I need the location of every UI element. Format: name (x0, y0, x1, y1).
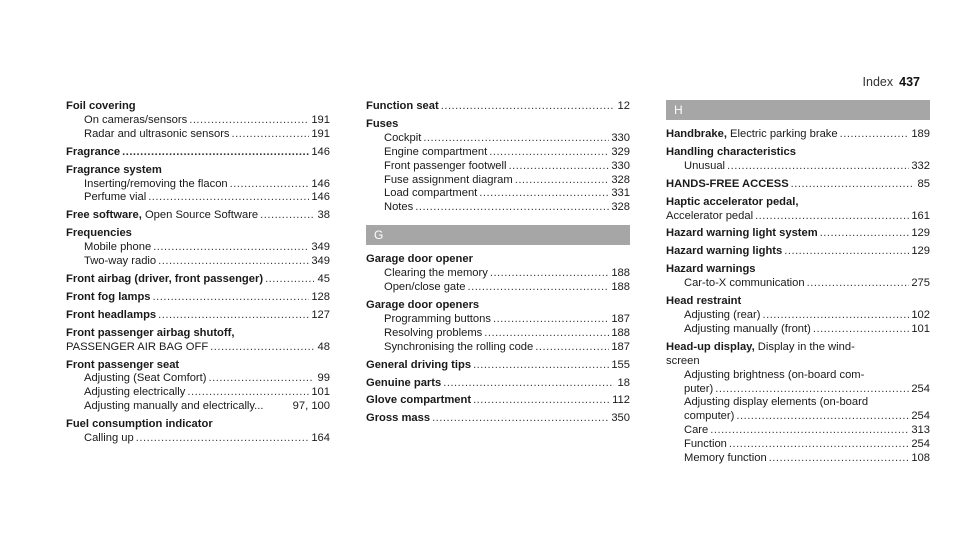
index-label: Index (862, 75, 894, 89)
index-entry[interactable] (366, 100, 630, 114)
index-subentry[interactable]: Open/close gate ..... 188 (366, 281, 630, 295)
entry-heading: Fragrance (66, 145, 121, 158)
index-entry[interactable] (66, 146, 330, 160)
index-subentry[interactable]: Unusual ..... 332 (666, 160, 930, 174)
page-ref: 191 (311, 113, 330, 126)
page-ref: 146 (311, 191, 330, 204)
page-ref: 146 (311, 177, 330, 190)
index-entry (666, 295, 930, 337)
index-subentry[interactable]: Memory function ..... 108 (666, 452, 930, 466)
entry-heading: Head-up display, (666, 340, 755, 353)
page-ref: 97, 100 (292, 400, 330, 413)
index-subentry[interactable]: puter) ..... 254 (666, 383, 930, 397)
page-ref: 332 (911, 159, 930, 172)
index-entry[interactable] (666, 178, 930, 192)
index-subentry[interactable]: Adjusting electrically ..... 101 (66, 386, 330, 400)
page-ref: 188 (611, 326, 630, 339)
page-ref: 164 (311, 432, 330, 445)
entry-heading: Garage door opener (366, 253, 473, 266)
index-entry[interactable] (366, 377, 630, 391)
index-entry (66, 418, 330, 446)
index-subentry[interactable]: Programming buttons ..... 187 (366, 313, 630, 327)
page-ref: 146 (311, 145, 330, 158)
index-subentry-text: Adjusting display elements (on-board (684, 396, 869, 409)
index-entry (66, 227, 330, 269)
page-ref: 188 (611, 281, 630, 294)
page-ref: 191 (311, 127, 330, 140)
index-entry (66, 327, 330, 355)
entry-heading: Head restraint (666, 295, 742, 308)
page-ref: 38 (317, 209, 330, 222)
index-entry[interactable] (666, 227, 930, 241)
page-ref: 48 (317, 340, 330, 353)
index-subentry[interactable]: Fuse assignment diagram ..... 328 (366, 174, 630, 188)
index-column-1 (66, 100, 330, 450)
page-ref: 254 (911, 410, 930, 423)
page-ref: 129 (911, 227, 930, 240)
page-ref: 328 (611, 201, 630, 214)
page-ref: 161 (911, 209, 930, 222)
page-ref: 330 (611, 159, 630, 172)
index-column-2 (366, 100, 630, 430)
page-ref: 313 (911, 424, 930, 437)
index-subentry[interactable]: Synchronising the rolling code ..... 187 (366, 341, 630, 355)
section-letter-g: G (366, 225, 630, 245)
page-ref: 189 (911, 128, 930, 140)
entry-heading-continuation: screen (666, 354, 700, 367)
entry-heading: General driving tips (366, 358, 472, 371)
page-ref: 102 (911, 308, 930, 321)
entry-heading: Garage door openers (366, 298, 480, 311)
index-subentry[interactable]: Two-way radio ..... 349 (66, 255, 330, 269)
entry-heading: Genuine parts (366, 376, 442, 389)
page-ref: 12 (617, 100, 630, 112)
page-ref: 45 (317, 272, 330, 285)
index-subentry[interactable]: Load compartment ..... 331 (366, 187, 630, 201)
page-ref: 349 (311, 241, 330, 254)
index-subentry[interactable]: Car-to-X communication ..... 275 (666, 277, 930, 291)
index-subentry[interactable]: PASSENGER AIR BAG OFF ..... 48 (66, 341, 330, 355)
section-letter-h: H (666, 100, 930, 120)
entry-heading: Fuses (366, 117, 399, 130)
index-subentry[interactable]: Mobile phone ..... 349 (66, 241, 330, 255)
index-entry (666, 196, 930, 224)
page-ref: 350 (611, 412, 630, 425)
index-subentry[interactable]: On cameras/sensors ..... 191 (66, 114, 330, 128)
entry-heading: Hazard warnings (666, 263, 756, 276)
index-subentry[interactable]: Adjusting (Seat Comfort) ..... 99 (66, 372, 330, 386)
entry-heading: Foil covering (66, 100, 136, 112)
page-ref: 108 (911, 452, 930, 465)
entry-heading: Front airbag (driver, front passenger) (66, 272, 264, 285)
entry-heading: Haptic accelerator pedal, (666, 195, 799, 208)
index-subentry[interactable]: Notes ..... 328 (366, 201, 630, 215)
page-ref: 254 (911, 382, 930, 395)
index-subentry[interactable]: Adjusting manually (front) ..... 101 (666, 323, 930, 337)
index-column-3 (666, 100, 930, 470)
index-entry[interactable] (666, 245, 930, 259)
index-subentry[interactable]: Clearing the memory ..... 188 (366, 267, 630, 281)
entry-heading: Handbrake, (666, 128, 727, 140)
index-subentry[interactable]: Function ..... 254 (666, 438, 930, 452)
index-entry (66, 359, 330, 415)
page-ref: 188 (611, 267, 630, 280)
page-ref: 129 (911, 245, 930, 258)
entry-heading: Fragrance system (66, 163, 162, 176)
entry-heading: Hazard warning light system (666, 227, 818, 240)
entry-heading: Fuel consumption indicator (66, 418, 213, 431)
page-ref: 155 (611, 358, 630, 371)
index-entry[interactable] (66, 291, 330, 305)
page-ref: 331 (611, 187, 630, 200)
index-entry[interactable] (66, 273, 330, 287)
entry-heading: Front fog lamps (66, 290, 151, 303)
page-ref: 187 (611, 312, 630, 325)
entry-heading: Function seat (366, 100, 439, 112)
index-subentry[interactable]: computer) ..... 254 (666, 410, 930, 424)
page-ref: 328 (611, 173, 630, 186)
index-subentry[interactable]: Adjusting manually and electrically... 97, 100 (84, 400, 330, 413)
page-ref: 128 (311, 290, 330, 303)
page-ref: 349 (311, 255, 330, 268)
entry-heading: Frequencies (66, 227, 132, 240)
page-ref: 101 (911, 322, 930, 335)
entry-heading: Hazard warning lights (666, 245, 783, 258)
entry-heading: Free software, (66, 209, 142, 222)
index-subentry[interactable]: Inserting/removing the flacon ..... 146 (66, 178, 330, 192)
index-subentry[interactable]: Engine compartment ..... 329 (366, 146, 630, 160)
index-subentry[interactable]: Calling up ..... 164 (66, 432, 330, 446)
index-subentry[interactable]: Resolving problems ..... 188 (366, 327, 630, 341)
index-subentry[interactable]: Care ..... 313 (666, 424, 930, 438)
page-ref: 329 (611, 145, 630, 158)
entry-heading: Front passenger airbag shutoff, (66, 326, 235, 339)
page-ref: 112 (612, 394, 630, 407)
index-entry[interactable]: Handbrake, Electric parking brake ..... 189 (666, 128, 930, 142)
page-ref: 99 (317, 372, 330, 385)
index-entry (366, 299, 630, 355)
index-entry (366, 253, 630, 295)
index-entry (666, 146, 930, 174)
page-ref: 101 (311, 386, 330, 399)
index-entry[interactable]: Free software, Open Source Software ..... 38 (66, 209, 330, 223)
entry-heading: Front headlamps (66, 308, 157, 321)
index-subentry[interactable]: Radar and ultrasonic sensors ..... 191 (66, 128, 330, 142)
entry-heading: Front passenger seat (66, 358, 180, 371)
entry-heading: Gross mass (366, 412, 431, 425)
index-entry[interactable] (366, 412, 630, 426)
page-ref: 187 (611, 340, 630, 353)
index-subentry[interactable]: Cockpit ..... 330 (366, 132, 630, 146)
page-ref: 18 (617, 376, 630, 389)
entry-heading: HANDS-FREE ACCESS (666, 177, 789, 190)
entry-heading: Glove compartment (366, 394, 472, 407)
index-subentry-text: Adjusting brightness (on-board com- (684, 368, 865, 381)
page-ref: 127 (311, 308, 330, 321)
page-ref: 254 (911, 438, 930, 451)
index-subentry[interactable]: Adjusting (rear) ..... 102 (666, 309, 930, 323)
entry-heading: Handling characteristics (666, 145, 796, 158)
index-entry (66, 100, 330, 142)
index-entry[interactable] (366, 394, 630, 408)
index-subentry[interactable]: Perfume vial ..... 146 (66, 191, 330, 205)
index-entry[interactable] (366, 359, 630, 373)
index-entry (366, 118, 630, 215)
index-subentry[interactable]: Accelerator pedal ..... 161 (666, 210, 930, 224)
index-entry (666, 263, 930, 291)
page-ref: 85 (917, 177, 930, 190)
index-entry: Head-up display, Display in the wind- screen Adjusting brightness (on-board com- puter) ..... 254 Adjusting display elements (on-board computer) ..... 254 Care ..... 313 Function ..... 254 Memory function ..... 108 (666, 341, 930, 466)
index-entry[interactable] (66, 309, 330, 323)
page-ref: 275 (911, 277, 930, 290)
page-ref: 330 (611, 131, 630, 144)
index-entry (66, 164, 330, 206)
page-header (863, 75, 920, 89)
index-subentry[interactable]: Front passenger footwell ..... 330 (366, 160, 630, 174)
page-number: 437 (899, 75, 920, 89)
